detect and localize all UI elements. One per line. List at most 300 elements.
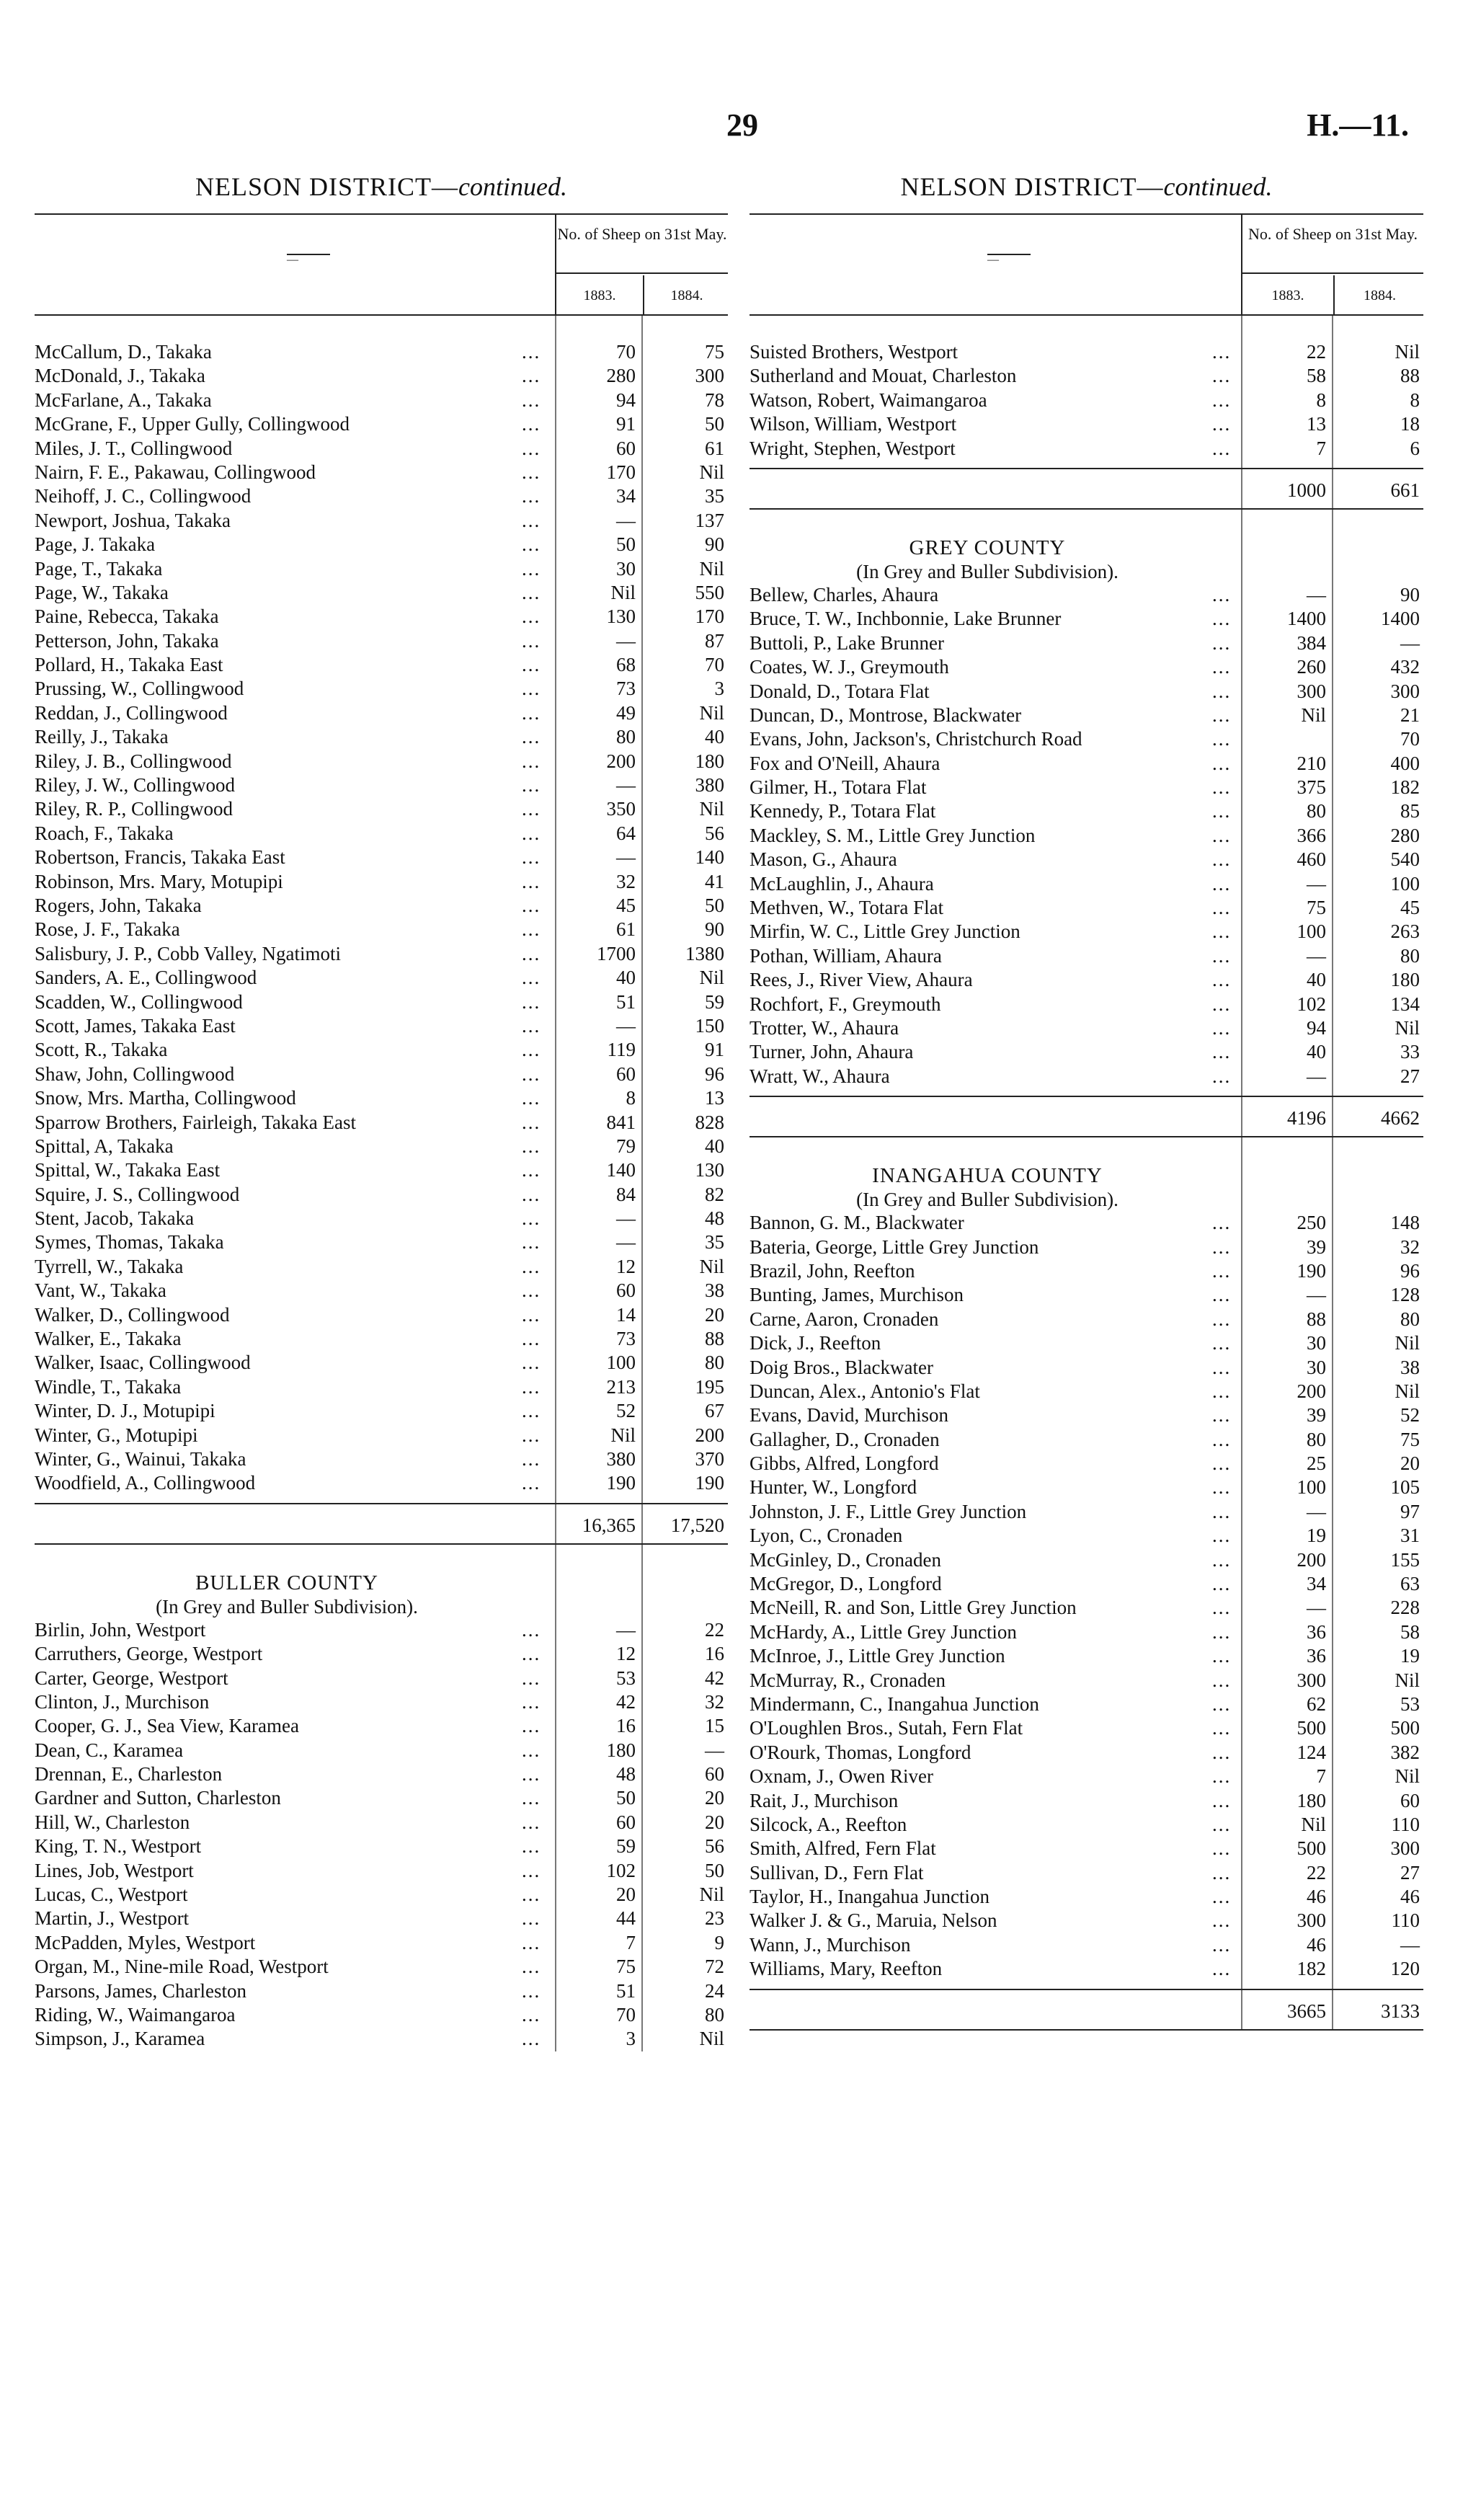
table-row — [750, 1596, 1423, 1620]
sheep-1884: 828 — [695, 1111, 724, 1133]
sheep-1884: 52 — [1400, 1404, 1420, 1427]
sheep-1884: 180 — [695, 750, 724, 772]
leader-dots: ... — [522, 581, 541, 603]
sheep-1884: — — [705, 1739, 724, 1761]
sheep-1883: 460 — [1297, 848, 1326, 871]
leader-dots: ... — [1212, 1212, 1232, 1234]
owner-name: Scott, R., Takaka — [35, 1039, 168, 1061]
grey-county-subheading: (In Grey and Buller Subdivision). — [856, 560, 1118, 582]
sheep-1883: 73 — [616, 1328, 636, 1350]
sheep-1883: — — [616, 1014, 636, 1037]
sheep-1884: 58 — [1400, 1620, 1420, 1643]
leader-dots: ... — [1212, 1933, 1232, 1956]
sheep-1884: 80 — [705, 1352, 724, 1374]
owner-name: McGinley, D., Cronaden — [750, 1548, 941, 1571]
sheep-1884: 90 — [1400, 583, 1420, 605]
sheep-1884: 88 — [1400, 365, 1420, 387]
table-row — [750, 1837, 1423, 1860]
sheep-1883: 1400 — [1287, 608, 1326, 630]
leader-dots: ... — [522, 726, 541, 748]
sheep-1884: 6 — [1410, 437, 1420, 459]
nelson-total-row — [35, 1503, 728, 1545]
sheep-1883: 70 — [616, 2004, 636, 2026]
sheep-1883: 60 — [616, 437, 636, 459]
sheep-1884: 20 — [705, 1811, 724, 1833]
table-row — [35, 1351, 728, 1375]
sheep-1884: 56 — [705, 1835, 724, 1858]
leader-dots: ... — [522, 605, 541, 628]
table-row — [35, 822, 728, 846]
sheep-1883: 79 — [616, 1135, 636, 1157]
sheep-1883: 8 — [626, 1087, 636, 1109]
sheep-1883: 12 — [616, 1255, 636, 1277]
sheep-1883: 61 — [616, 918, 636, 941]
owner-name: McPadden, Myles, Westport — [35, 1931, 256, 1953]
owner-name: Robinson, Mrs. Mary, Motupipi — [35, 870, 283, 892]
owner-name: Wann, J., Murchison — [750, 1933, 911, 1956]
district-title-right: NELSON DISTRICT—continued. — [900, 172, 1273, 201]
header-year-1884: 1884. — [670, 288, 703, 303]
leader-dots: ... — [1212, 776, 1232, 799]
leader-dots: ... — [522, 461, 541, 483]
owner-name: Carne, Aaron, Cronaden — [750, 1308, 939, 1330]
table-row — [35, 701, 728, 725]
sheep-1884: 80 — [1400, 944, 1420, 967]
sheep-1884: 85 — [1400, 800, 1420, 822]
owner-name: Riding, W., Waimangaroa — [35, 2004, 236, 2026]
table-row — [35, 389, 728, 412]
sheep-1883: 16 — [616, 1715, 636, 1737]
owner-name: Page, J. Takaka — [35, 533, 156, 556]
table-row — [35, 629, 728, 653]
sheep-1883: 46 — [1307, 1933, 1326, 1956]
sheep-1883: 46 — [1307, 1886, 1326, 1908]
sheep-1884: 31 — [1400, 1525, 1420, 1547]
table-row — [35, 1424, 728, 1447]
table-row — [35, 412, 728, 436]
sheep-1884: 105 — [1390, 1476, 1420, 1499]
table-row — [35, 750, 728, 773]
sheep-1883: — — [1307, 944, 1326, 967]
table-row — [35, 870, 728, 894]
owner-name: Page, W., Takaka — [35, 581, 169, 603]
sheep-1883: Nil — [610, 581, 636, 603]
sheep-1884: 20 — [705, 1787, 724, 1809]
leader-dots: ... — [522, 1472, 541, 1494]
sheep-1884: 550 — [695, 581, 724, 603]
sheep-1884: 19 — [1400, 1645, 1420, 1667]
leader-dots: ... — [522, 1835, 541, 1858]
table-header-left — [35, 213, 728, 316]
owner-name: Spittal, W., Takaka East — [35, 1159, 221, 1181]
table-row — [750, 1476, 1423, 1499]
owner-name: Duncan, Alex., Antonio's Flat — [750, 1380, 980, 1402]
owner-name: Bruce, T. W., Inchbonnie, Lake Brunner — [750, 608, 1062, 630]
table-row — [750, 799, 1423, 823]
table-row — [750, 752, 1423, 776]
table-row — [35, 1135, 728, 1158]
page-number: 29 — [726, 107, 758, 143]
sheep-1883: — — [616, 846, 636, 869]
owner-name: Rait, J., Murchison — [750, 1789, 899, 1811]
sheep-1884: 16 — [705, 1643, 724, 1665]
table-row — [35, 1714, 728, 1738]
owner-name: Turner, John, Ahaura — [750, 1041, 914, 1063]
leader-dots: ... — [1212, 1645, 1232, 1667]
table-row — [35, 942, 728, 966]
table-row — [750, 1933, 1423, 1957]
sheep-1884: 130 — [695, 1159, 724, 1181]
sheep-1883: 30 — [616, 557, 636, 580]
sheep-1883: 60 — [616, 1811, 636, 1833]
owner-name: Coates, W. J., Greymouth — [750, 656, 949, 678]
district-title-left: NELSON DISTRICT—continued. — [195, 172, 567, 201]
table-row — [35, 2003, 728, 2027]
sheep-1884: 150 — [695, 1014, 724, 1037]
leader-dots: ... — [1212, 1380, 1232, 1402]
table-row — [750, 1957, 1423, 1981]
owner-name: Bellew, Charles, Ahaura — [750, 583, 939, 605]
table-row — [35, 725, 728, 749]
sheep-1884: 60 — [705, 1763, 724, 1785]
owner-name: McCallum, D., Takaka — [35, 341, 212, 363]
leader-dots: ... — [522, 774, 541, 797]
sheep-1884: Nil — [699, 461, 724, 483]
owner-name: Riley, R. P., Collingwood — [35, 798, 234, 820]
sheep-1883: 119 — [607, 1039, 636, 1061]
leader-dots: ... — [522, 967, 541, 989]
leader-dots: ... — [1212, 993, 1232, 1015]
owner-name: Watson, Robert, Waimangaroa — [750, 389, 987, 411]
table-row — [750, 389, 1423, 412]
sheep-1884: 280 — [1390, 824, 1420, 846]
sheep-1884: 63 — [1400, 1573, 1420, 1595]
sheep-1883: 60 — [616, 1062, 636, 1085]
sheep-1884: 540 — [1390, 848, 1420, 871]
sheep-1883: — — [616, 509, 636, 531]
sheep-1884: 50 — [705, 894, 724, 916]
table-row — [750, 920, 1423, 944]
sheep-1884: 90 — [705, 918, 724, 941]
leader-dots: ... — [522, 1255, 541, 1277]
owner-name: Gilmer, H., Totara Flat — [750, 776, 927, 799]
leader-dots: ... — [1212, 1041, 1232, 1063]
owner-name: McFarlane, A., Takaka — [35, 389, 212, 411]
leader-dots: ... — [1212, 1597, 1232, 1619]
table-row — [35, 1230, 728, 1254]
left-column — [35, 172, 728, 2051]
table-row — [750, 437, 1423, 461]
sheep-1884: 91 — [705, 1039, 724, 1061]
leader-dots: ... — [1212, 824, 1232, 846]
owner-name: Hill, W., Charleston — [35, 1811, 190, 1833]
sheep-1884: 80 — [1400, 1308, 1420, 1330]
table-row — [35, 1038, 728, 1062]
total-1884: 661 — [1390, 479, 1420, 501]
table-row — [750, 1813, 1423, 1837]
owner-name: O'Loughlen Bros., Sutah, Fern Flat — [750, 1717, 1023, 1739]
sheep-1884: 75 — [705, 341, 724, 363]
owner-name: Wratt, W., Ahaura — [750, 1065, 890, 1087]
table-row — [750, 727, 1423, 751]
owner-name: Rees, J., River View, Ahaura — [750, 969, 973, 991]
owner-name: Walker, E., Takaka — [35, 1328, 182, 1350]
table-row — [750, 1644, 1423, 1668]
table-row — [750, 1040, 1423, 1064]
sheep-1883: 36 — [1307, 1620, 1326, 1643]
leader-dots: ... — [522, 1739, 541, 1761]
table-row — [35, 677, 728, 701]
owner-name: Winter, G., Motupipi — [35, 1424, 198, 1446]
buller-county-heading: BULLER COUNTY — [195, 1571, 378, 1594]
sheep-1884: 70 — [1400, 728, 1420, 750]
leader-dots: ... — [522, 1207, 541, 1230]
sheep-1884: 72 — [705, 1956, 724, 1978]
table-row — [35, 605, 728, 629]
sheep-1883: 58 — [1307, 365, 1326, 387]
table-row — [35, 1158, 728, 1182]
sheep-1883: 40 — [1307, 1041, 1326, 1063]
owner-name: Buttoli, P., Lake Brunner — [750, 631, 944, 654]
sheep-1883: 39 — [1307, 1404, 1326, 1427]
owner-name: Cooper, G. J., Sea View, Karamea — [35, 1715, 299, 1737]
sheep-1883: 51 — [616, 1979, 636, 2002]
owner-name: Martin, J., Westport — [35, 1907, 190, 1930]
leader-dots: ... — [1212, 1958, 1232, 1980]
owner-name: McDonald, J., Takaka — [35, 365, 205, 387]
table-row — [750, 1909, 1423, 1933]
leader-dots: ... — [1212, 1476, 1232, 1499]
header-dash: — — [287, 254, 330, 255]
leader-dots: ... — [1212, 1259, 1232, 1282]
leader-dots: ... — [1212, 389, 1232, 411]
table-row — [35, 1183, 728, 1207]
table-row — [35, 1667, 728, 1690]
leader-dots: ... — [1212, 1909, 1232, 1932]
leader-dots: ... — [522, 1159, 541, 1181]
owner-name: Neihoff, J. C., Collingwood — [35, 485, 252, 507]
table-row — [750, 1428, 1423, 1452]
table-row — [35, 2027, 728, 2051]
owner-name: Williams, Mary, Reefton — [750, 1958, 943, 1980]
leader-dots: ... — [1212, 1573, 1232, 1595]
leader-dots: ... — [1212, 1404, 1232, 1427]
table-row — [750, 1065, 1423, 1088]
sheep-1884: 38 — [1400, 1356, 1420, 1378]
leader-dots: ... — [1212, 872, 1232, 895]
sheep-1883: 300 — [1297, 680, 1326, 702]
table-row — [750, 896, 1423, 920]
sheep-1884: 42 — [705, 1667, 724, 1689]
sheep-1884: — — [1400, 631, 1420, 654]
sheep-1884: Nil — [1395, 1380, 1420, 1402]
table-row — [35, 581, 728, 605]
owner-name: Doig Bros., Blackwater — [750, 1356, 933, 1378]
owner-name: O'Rourk, Thomas, Longford — [750, 1741, 971, 1763]
table-row — [750, 1620, 1423, 1644]
sheep-1884: — — [1400, 1933, 1420, 1956]
leader-dots: ... — [1212, 1428, 1232, 1450]
owner-name: McLaughlin, J., Ahaura — [750, 872, 934, 895]
sheep-1884: 53 — [1400, 1692, 1420, 1715]
header-year-1883: 1883. — [583, 288, 616, 303]
grey-county-heading: GREY COUNTY — [909, 536, 1066, 559]
owner-name: Bateria, George, Little Grey Junction — [750, 1235, 1039, 1258]
sheep-1884: 9 — [714, 1931, 724, 1953]
sheep-1883: 213 — [606, 1375, 636, 1398]
sheep-1883: 59 — [616, 1835, 636, 1858]
table-row — [35, 1739, 728, 1762]
leader-dots: ... — [1212, 1669, 1232, 1691]
sheep-1883: 500 — [1297, 1717, 1326, 1739]
owner-name: Scadden, W., Collingwood — [35, 990, 243, 1013]
owner-name: McNeill, R. and Son, Little Grey Junction — [750, 1597, 1077, 1619]
owner-name: Kennedy, P., Totara Flat — [750, 800, 936, 822]
leader-dots: ... — [522, 1424, 541, 1446]
owner-name: Rochfort, F., Greymouth — [750, 993, 941, 1015]
owner-name: McMurray, R., Cronaden — [750, 1669, 946, 1691]
table-row — [35, 1327, 728, 1351]
total-1883: 1000 — [1287, 479, 1326, 501]
owner-name: Reilly, J., Takaka — [35, 726, 169, 748]
leader-dots: ... — [1212, 1332, 1232, 1354]
owner-name: Winter, G., Wainui, Takaka — [35, 1447, 246, 1470]
sheep-1884: 13 — [705, 1087, 724, 1109]
header-year-1884: 1884. — [1364, 288, 1396, 303]
owner-name: Methven, W., Totara Flat — [750, 897, 944, 919]
sheep-1883: 42 — [616, 1690, 636, 1713]
table-row — [750, 364, 1423, 388]
sheep-1884: 22 — [705, 1618, 724, 1641]
sheep-1883: 80 — [616, 726, 636, 748]
table-row — [35, 990, 728, 1014]
sheep-1883: 366 — [1297, 824, 1326, 846]
sheep-1884: 35 — [705, 485, 724, 507]
sheep-1883: 210 — [1297, 752, 1326, 774]
right-column — [750, 172, 1423, 2031]
owner-name: Lucas, C., Westport — [35, 1884, 188, 1906]
table-row — [35, 1931, 728, 1955]
sheep-1884: Nil — [699, 557, 724, 580]
table-row — [35, 1447, 728, 1471]
sheep-1883: — — [616, 629, 636, 652]
table-row — [750, 968, 1423, 992]
leader-dots: ... — [522, 629, 541, 652]
table-row — [750, 1259, 1423, 1283]
sheep-1884: 134 — [1390, 993, 1420, 1015]
sheep-1883: 14 — [616, 1303, 636, 1326]
owner-name: Windle, T., Takaka — [35, 1375, 182, 1398]
owner-name: Suisted Brothers, Westport — [750, 341, 959, 363]
table-row — [750, 1765, 1423, 1788]
sheep-1884: 432 — [1390, 656, 1420, 678]
leader-dots: ... — [1212, 752, 1232, 774]
leader-dots: ... — [522, 437, 541, 459]
owner-name: Robertson, Francis, Takaka East — [35, 846, 285, 869]
sheep-1883: 73 — [616, 678, 636, 700]
sheep-1884: 75 — [1400, 1428, 1420, 1450]
sheep-1883: 22 — [1307, 341, 1326, 363]
header-group: No. of Sheep on 31st May. 1883. 1884. — [1241, 215, 1423, 314]
sheep-1883: 300 — [1297, 1669, 1326, 1691]
owner-name: Mason, G., Ahaura — [750, 848, 897, 871]
sheep-1883: 200 — [1297, 1380, 1326, 1402]
leader-dots: ... — [522, 485, 541, 507]
sheep-1884: 82 — [705, 1183, 724, 1205]
sheep-1883: 48 — [616, 1763, 636, 1785]
leader-dots: ... — [1212, 1356, 1232, 1378]
table-row — [750, 1235, 1423, 1259]
sheep-1883: 102 — [1297, 993, 1326, 1015]
table-row — [750, 655, 1423, 679]
owner-name: Rogers, John, Takaka — [35, 894, 202, 916]
sheep-1883: — — [1307, 1500, 1326, 1522]
sheep-1884: 46 — [1400, 1886, 1420, 1908]
sheep-1883: 51 — [616, 990, 636, 1013]
leader-dots: ... — [1212, 1235, 1232, 1258]
sheep-1884: 27 — [1400, 1861, 1420, 1884]
sheep-1883: 22 — [1307, 1861, 1326, 1884]
sheep-1884: 33 — [1400, 1041, 1420, 1063]
leader-dots: ... — [522, 1690, 541, 1713]
table-row — [750, 583, 1423, 607]
sheep-1883: 380 — [606, 1447, 636, 1470]
leader-dots: ... — [1212, 680, 1232, 702]
header-group: No. of Sheep on 31st May. 1883. 1884. — [555, 215, 728, 314]
owner-name: Sutherland and Mouat, Charleston — [750, 365, 1017, 387]
sheep-1884: 59 — [705, 990, 724, 1013]
header-dash: — — [987, 254, 1031, 255]
table-row — [750, 704, 1423, 727]
leader-dots: ... — [1212, 656, 1232, 678]
leader-dots: ... — [1212, 1813, 1232, 1835]
leader-dots: ... — [522, 822, 541, 844]
sheep-1884: 87 — [705, 629, 724, 652]
owner-name: Smith, Alfred, Fern Flat — [750, 1837, 936, 1860]
leader-dots: ... — [1212, 897, 1232, 919]
sheep-1883: 170 — [606, 461, 636, 483]
sheep-1884: 38 — [705, 1279, 724, 1302]
table-row — [750, 1403, 1423, 1427]
sheep-1884: 32 — [705, 1690, 724, 1713]
leader-dots: ... — [522, 1884, 541, 1906]
owner-name: Wilson, William, Westport — [750, 413, 957, 435]
sheep-1884: 263 — [1390, 920, 1420, 943]
table-row — [35, 1979, 728, 2003]
table-row — [35, 1014, 728, 1038]
sheep-1884: 60 — [1400, 1789, 1420, 1811]
sheep-1884: 97 — [1400, 1500, 1420, 1522]
owner-name: Gibbs, Alfred, Longford — [750, 1452, 939, 1475]
owner-name: Clinton, J., Murchison — [35, 1690, 210, 1713]
total-1883: 16,365 — [582, 1514, 636, 1536]
sheep-1883: 384 — [1297, 631, 1326, 654]
leader-dots: ... — [522, 1618, 541, 1641]
sheep-1884: 8 — [1410, 389, 1420, 411]
table-row — [750, 1283, 1423, 1307]
owner-name: Evans, David, Murchison — [750, 1404, 948, 1427]
sheep-1883: 45 — [616, 894, 636, 916]
leader-dots: ... — [522, 1111, 541, 1133]
sheep-1884: 200 — [695, 1424, 724, 1446]
table-row — [35, 1471, 728, 1495]
table-row — [35, 1786, 728, 1810]
sheep-1884: Nil — [1395, 1332, 1420, 1354]
sheep-1883: 200 — [1297, 1548, 1326, 1571]
leader-dots: ... — [1212, 1789, 1232, 1811]
sheep-1884: 182 — [1390, 776, 1420, 799]
sheep-1883: 34 — [1307, 1573, 1326, 1595]
